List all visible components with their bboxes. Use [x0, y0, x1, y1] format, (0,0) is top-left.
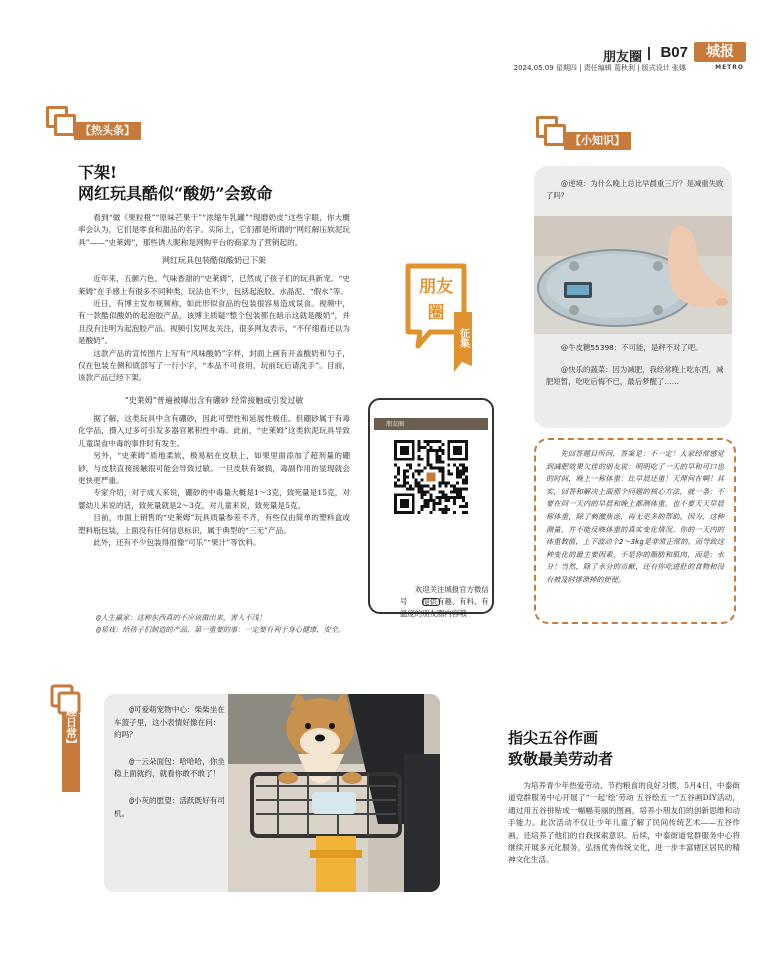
headline-line-1: 下架!	[78, 163, 118, 182]
logo-side-text: 征集	[457, 328, 469, 348]
knowledge-answer: @快乐的蔬菜：因为减肥，我经常晚上吃东西，减肥短暂，吃吃后悔不已，最后梦醒了……	[546, 365, 724, 386]
masthead	[416, 44, 746, 74]
masthead-page-number: B07	[660, 44, 688, 61]
wechat-qr-code[interactable]	[394, 440, 468, 514]
phone-app-title: 朋友圈	[386, 421, 405, 428]
masthead-meta: 2024.05.09 星期四 | 责任编辑 葛秋利 | 版式设计 张娜	[513, 64, 686, 72]
pet-panel	[104, 694, 440, 892]
article-main	[78, 212, 350, 549]
article-subhead: “史莱姆”普遍被曝出含有硼砂 经常接触或引发过敏	[124, 395, 304, 405]
bathroom-scale-photo	[534, 216, 732, 334]
article2-paragraph: 为培养青少年热爱劳动、节约粮食的良好习惯，5月4日，中泰街道党群服务中心开展了“一起‘绘’劳动 五谷绘五一”五谷画DIY活动，通过用五谷拼贴成一幅幅美丽的图画，培养小朋友们的创新思维和动手能力。此次活动不仅让少年儿童了解了民间传统艺术——五谷作画，还培养了他们的自我探索意识。后续，中泰街道党群服务中心将继续开展多元化服务，弘扬优秀传统文化，进一步丰富辖区居民的精神文化生活。	[508, 781, 740, 865]
tag-daily	[50, 684, 84, 804]
pet-comments	[114, 704, 226, 834]
knowledge-question: @逆境：为什么晚上总比早晨重三斤？是减重失败了吗？	[546, 179, 724, 200]
shiba-basket-photo	[228, 694, 440, 892]
tag-square-icon	[544, 124, 566, 146]
masthead-section: 朋友圈	[602, 50, 642, 65]
qr-caption: 欢迎关注城报官方微信号 提供有趣、有料、有温度的朋友圈内容哦	[400, 585, 489, 618]
pyq-call-logo	[404, 262, 476, 382]
tag-knowledge	[536, 116, 656, 150]
expert-answer-box	[534, 438, 736, 624]
article-paragraph: 专家介绍，对于成人来说，硼砂的中毒量大概是1～3克，致死量是15克，对婴幼儿来说的话，致死量就是2～3克，对儿童来说，致死量是5克。	[78, 488, 350, 510]
article-secondary	[508, 780, 740, 867]
article-paragraph: 另外，“史莱姆”质地柔软，极易粘在皮肤上，如果里面添加了超剂量的硼砂，与皮肤直接接触很可能会导致过敏。一旦皮肤有破损，毒副作用的显现就会更快更严重。	[78, 451, 350, 485]
headline-secondary	[508, 728, 738, 770]
article-comments	[82, 612, 350, 636]
pet-comment: @可爱萌宠物中心：柴柴坐在车篮子里，这小表情好像在问：約吗？	[114, 705, 225, 740]
headline-line-2: 网红玩具酷似“酸奶”会致命	[78, 184, 273, 203]
pet-comment: @小灰的愿望：活跃既好有司机。	[114, 795, 225, 818]
logo-text-1: 朋友	[419, 277, 453, 297]
article-paragraph: 据了解，这类玩具中含有硼砂，因此可塑性和延展性极佳。但硼砂属于有毒化学品，摄入过多可引发多器官累积性中毒。此前，“史莱姆”这类软泥玩具导致儿童误食中毒的事件时有发生。	[78, 413, 350, 448]
headline2-line-2: 致敬最美劳动者	[508, 750, 614, 768]
masthead-brand-sub: METRO	[715, 64, 744, 71]
tag-daily-label: 【趣日常】	[64, 694, 78, 750]
article-paragraph: 这款产品的宣传图片上写有“风味酸奶”字样，封面上画有开盖酸奶和勺子，仅在包装左侧和底部写了一行小字，“本品不可食用，玩前玩后请洗手”。目前，该款产品已经下架。	[78, 348, 350, 383]
headline-main	[78, 162, 338, 204]
article-paragraph: 看到“做《果粒橙”“原味芒果干”“浓缩牛乳罐”“现磨奶皮”这些字眼，你大概率会认为，它们是零食和甜品的名字。实际上，它们都是所谓的“网红解压软泥玩具”——“史莱姆”，那些诱人昵称是网购平台的商家为了营销起的。	[78, 213, 350, 247]
knowledge-panel	[534, 166, 732, 428]
masthead-divider	[648, 47, 650, 60]
article-paragraph: 此外，还有不少包装得很像“可乐”“果汁”等饮料。	[93, 537, 261, 547]
comment-item: @易戏：给孩子们制造的产品，第一重要的事：一定要有利于身心健康、安全。	[96, 625, 346, 634]
tag-square-icon	[54, 114, 76, 136]
phone-qr-frame	[368, 398, 494, 614]
comment-item: @人生赢家：这种东西真的不应该做出来，害人不浅！	[96, 613, 267, 622]
article-subhead: 网红玩具包装酷似酸奶已下架	[162, 256, 266, 266]
phone-app-bar	[374, 418, 488, 430]
pet-comment: @一云朵面包：哈哈哈，你坐稳上面就约，就看你敢不敢了！	[114, 756, 225, 779]
article-paragraph: 近年来，五颜六色、气味香甜的“史莱姆”，已然成了孩子们的玩具新宠。“史莱姆”在手感上有很多不同种类，玩法也不少，包括起泡胶、水晶泥、“假水”等。	[78, 274, 350, 296]
logo-text-2: 圈	[427, 303, 445, 323]
headline2-line-1: 指尖五谷作画	[508, 729, 599, 747]
masthead-brand-logo: 城报	[694, 42, 746, 62]
knowledge-answer: @牛皮糖55398：不可能，是秤不对了吧。	[560, 343, 703, 352]
tag-hot-label: 【热头条】	[74, 122, 141, 140]
tag-knowledge-label: 【小知识】	[564, 132, 631, 150]
tag-hot-headline	[46, 106, 166, 140]
article-paragraph: 目前，市面上销售的“史莱姆”玩具质量参差不齐，有些仅由简单的塑料盒或塑料瓶包装，上面没有任何信息标识，属于典型的“三无”产品。	[78, 513, 350, 535]
article-paragraph: 近日，有博主发布视频称，如此形似食品的包装很容易造成误食。视频中，有一款酷似酸奶的起泡胶产品，该博主质疑“整个包装都在暗示这就是酸奶”，并且没有注明为起泡胶产品。视频引发网友关注，很多网友表示，“不仔细看还以为是酸奶”。	[78, 299, 350, 346]
expert-answer-text: 先回答题目所问，答案是：不一定！大家经常感觉到减肥效果欠佳的朋友说：明明吃了一天的早和可口也的时间，晚上一称体重：比早晨还重！天理何在啊！其实，回答和解决上面那个问题的核心方法，就一条：不要在同一天内的早晨和晚上都测体重。也不要天天早晨称体重，除了刺激焦虑，再无更多的帮助。因为，这种测量，并不能反映体重的真实变化情况。你的一天内的体重数值，上下波动个2～3kg是非常正常的。而导致这种变化的最主要因素，不是你的脂肪和肌肉，而是：水分！当然，除了水分的贡献，还有你吃进肚的食物和没有被及时排泄掉的便便。	[546, 449, 724, 584]
